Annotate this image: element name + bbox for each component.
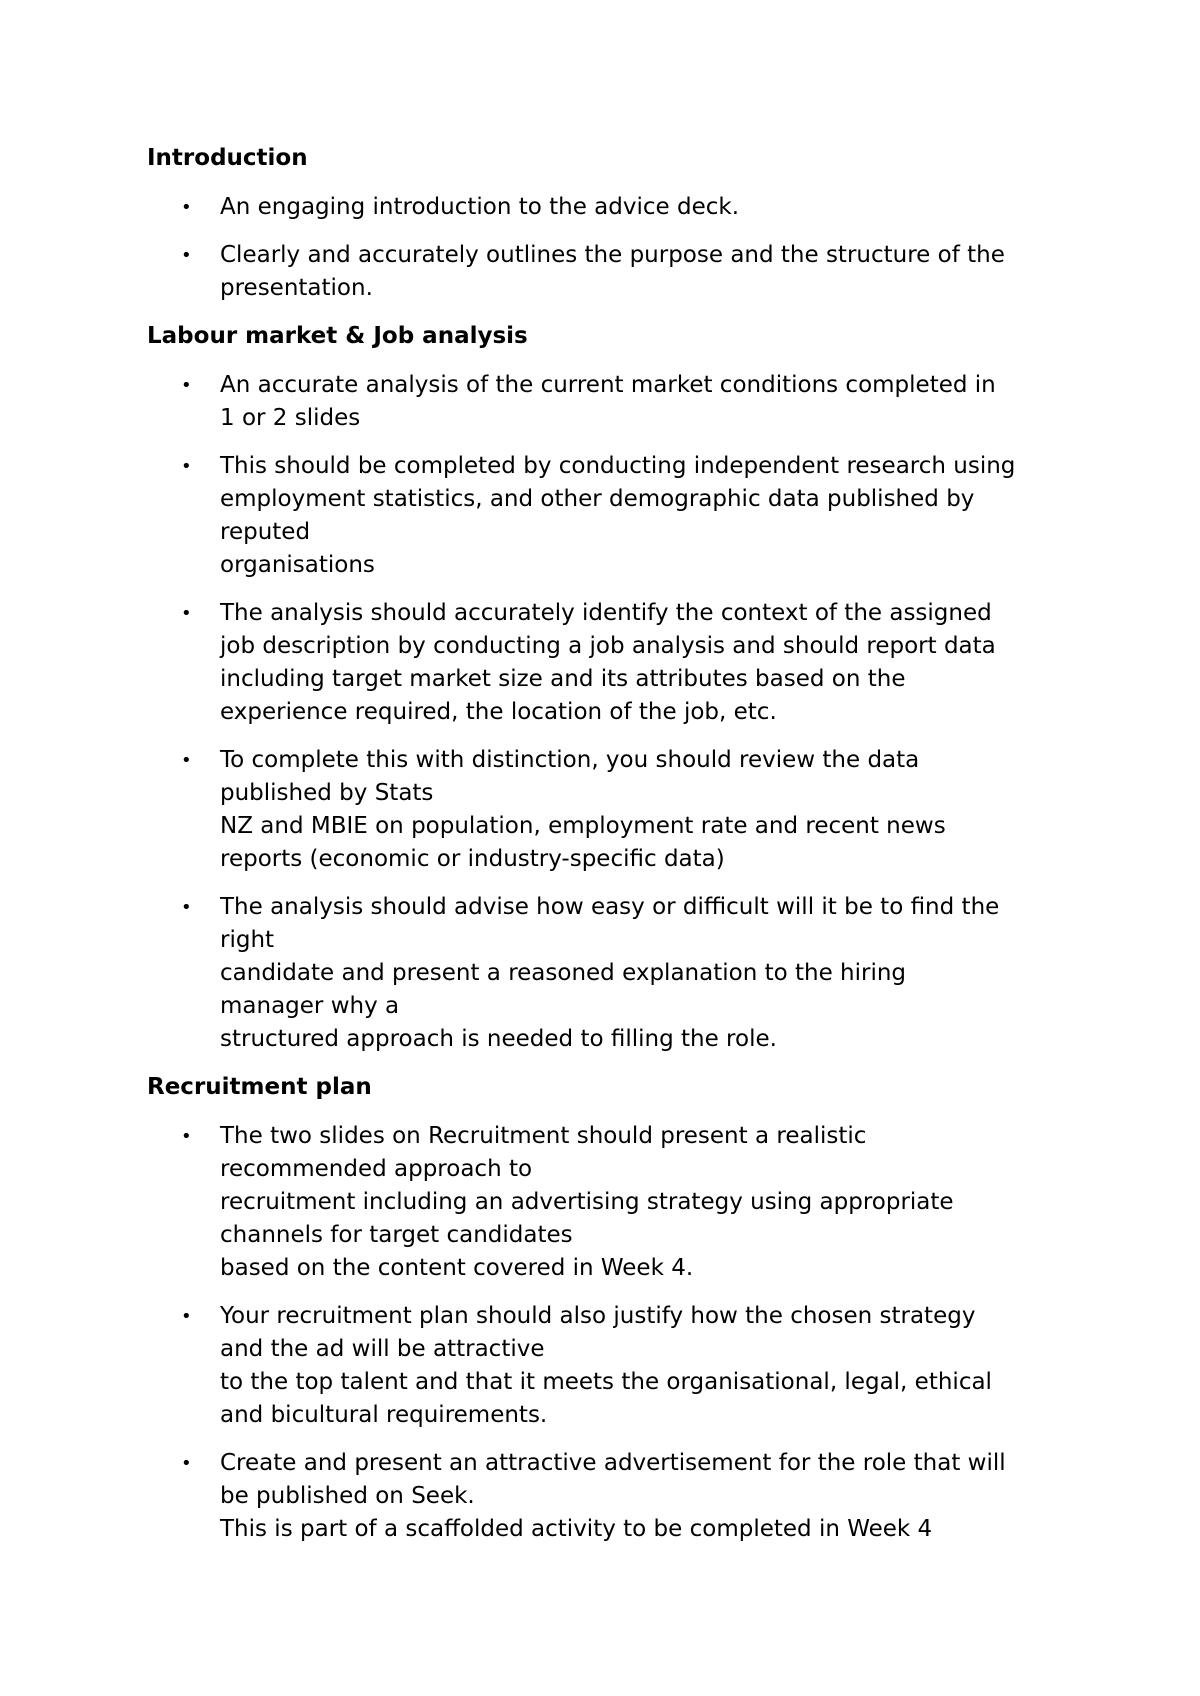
bullet-icon: • xyxy=(181,603,192,624)
list-item-text: This is part of a scaffolded activity to be completed in Week 4 xyxy=(220,1516,933,1542)
list-item xyxy=(147,239,1077,305)
list-item-text: reports (economic or industry-specific data) xyxy=(220,846,725,872)
list-item xyxy=(147,1447,1077,1546)
bullet-icon: • xyxy=(181,897,192,918)
list-item-text: An accurate analysis of the current market conditions completed in xyxy=(220,372,996,398)
list-item-text: candidate and present a reasoned explanation to the hiring xyxy=(220,960,907,986)
list-item-text: Your recruitment plan should also justify how the chosen strategy xyxy=(220,1303,976,1329)
list-item-text: manager why a xyxy=(220,993,400,1019)
document-body xyxy=(147,142,1077,1561)
list-item-text: 1 or 2 slides xyxy=(220,405,361,431)
list-item-text: recruitment including an advertising strategy using appropriate xyxy=(220,1189,954,1215)
list-item xyxy=(147,1120,1077,1285)
list-item-text: employment statistics, and other demographic data published by xyxy=(220,486,975,512)
list-item-text: be published on Seek. xyxy=(220,1483,475,1509)
list-item xyxy=(147,450,1077,582)
section-heading: Recruitment plan xyxy=(147,1074,372,1100)
bullet-icon: • xyxy=(181,197,192,218)
bullet-icon: • xyxy=(181,750,192,771)
list-item-text: The analysis should accurately identify the context of the assigned xyxy=(220,600,992,626)
bullet-icon: • xyxy=(181,245,192,266)
list-item-text: To complete this with distinction, you should review the data xyxy=(220,747,920,773)
list-item-text: reputed xyxy=(220,519,311,545)
list-item xyxy=(147,891,1077,1056)
section-heading: Introduction xyxy=(147,145,308,171)
list-item-text: experience required, the location of the job, etc. xyxy=(220,699,777,725)
list-item-text: structured approach is needed to filling the role. xyxy=(220,1026,777,1052)
list-item xyxy=(147,1300,1077,1432)
list-item xyxy=(147,744,1077,876)
list-item xyxy=(147,597,1077,729)
list-item xyxy=(147,191,1077,224)
list-item-text: Clearly and accurately outlines the purpose and the structure of the xyxy=(220,242,1005,268)
list-item-text: to the top talent and that it meets the organisational, legal, ethical xyxy=(220,1369,992,1395)
bullet-icon: • xyxy=(181,456,192,477)
bullet-list xyxy=(147,191,1077,305)
list-item-text: organisations xyxy=(220,552,375,578)
bullet-icon: • xyxy=(181,1453,192,1474)
list-item-text: The two slides on Recruitment should present a realistic xyxy=(220,1123,867,1149)
list-item-text: recommended approach to xyxy=(220,1156,533,1182)
bullet-icon: • xyxy=(181,375,192,396)
list-item-text: and bicultural requirements. xyxy=(220,1402,548,1428)
list-item-text: NZ and MBIE on population, employment rate and recent news xyxy=(220,813,946,839)
list-item-text: presentation. xyxy=(220,275,373,301)
bullet-list xyxy=(147,369,1077,1056)
bullet-list xyxy=(147,1120,1077,1546)
list-item-text: published by Stats xyxy=(220,780,434,806)
list-item-text: Create and present an attractive advertisement for the role that will xyxy=(220,1450,1006,1476)
list-item xyxy=(147,369,1077,435)
bullet-icon: • xyxy=(181,1306,192,1327)
list-item-text: The analysis should advise how easy or difficult will it be to find the xyxy=(220,894,1000,920)
list-item-text: including target market size and its attributes based on the xyxy=(220,666,906,692)
list-item-text: An engaging introduction to the advice deck. xyxy=(220,194,740,220)
bullet-icon: • xyxy=(181,1126,192,1147)
list-item-text: right xyxy=(220,927,275,953)
list-item-text: job description by conducting a job analysis and should report data xyxy=(220,633,996,659)
list-item-text: channels for target candidates xyxy=(220,1222,573,1248)
section-heading: Labour market & Job analysis xyxy=(147,323,528,349)
list-item-text: based on the content covered in Week 4. xyxy=(220,1255,694,1281)
list-item-text: and the ad will be attractive xyxy=(220,1336,545,1362)
list-item-text: This should be completed by conducting independent research using xyxy=(220,453,1016,479)
